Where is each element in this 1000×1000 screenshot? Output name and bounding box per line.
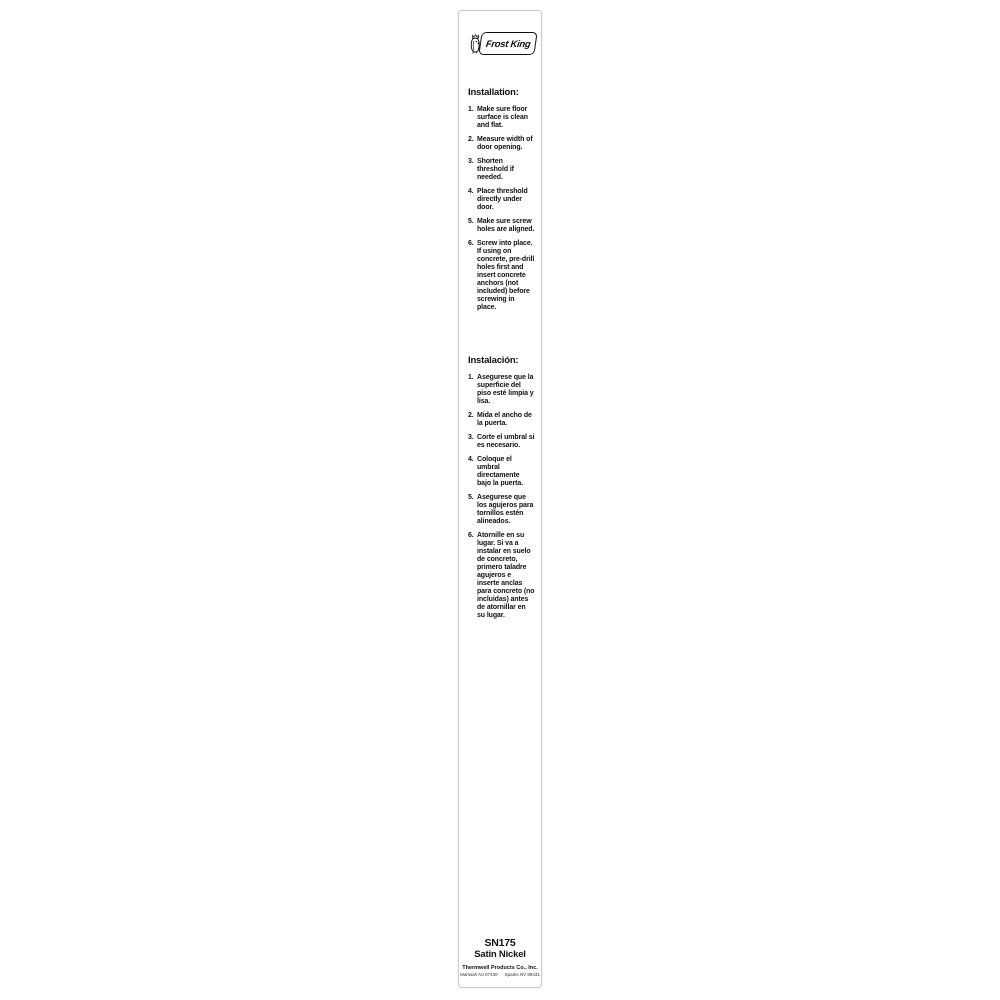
finish-name: Satin Nickel [474, 949, 526, 960]
instruction-item [468, 456, 535, 488]
instruction-item [468, 374, 535, 406]
frost-king-mascot-icon [468, 32, 483, 56]
company-addresses [459, 972, 541, 978]
instruction-item [468, 532, 535, 620]
section-heading-instalacion: Instalación: [468, 355, 519, 366]
item-text: Make sure floor surface is clean and flat. [477, 106, 528, 129]
instruction-item [468, 188, 535, 212]
instruction-item [468, 158, 535, 182]
section-heading-installation: Installation: [468, 87, 519, 98]
brand-name: Frost King [484, 39, 531, 50]
item-number: 3. [468, 158, 474, 165]
item-number: 4. [468, 456, 474, 463]
item-text: Mida el ancho de la puerta. [477, 412, 532, 427]
item-text: Shorten threshold if needed. [477, 158, 514, 181]
address-sparks: Sparks NV 89431 [504, 972, 540, 977]
item-number: 4. [468, 188, 474, 195]
item-text: Asegurese que los agujeros para tornillos estén alineados. [477, 494, 534, 525]
item-number: 2. [468, 136, 474, 143]
item-number: 1. [468, 106, 474, 113]
item-number: 5. [468, 218, 474, 225]
instruction-item [468, 434, 535, 450]
item-text: Place threshold directly under door. [477, 188, 528, 211]
instruction-item [468, 494, 535, 526]
item-text: Screw into place. If using on concrete, pre-drill holes first and insert concrete anchors (not included) before screwing in place. [477, 240, 535, 311]
item-number: 6. [468, 240, 474, 247]
item-number: 5. [468, 494, 474, 501]
brand-logo [468, 11, 535, 56]
company-name: Thermwell Products Co., Inc. [462, 965, 538, 971]
item-text: Coloque el umbral directamente bajo la puerta. [477, 456, 523, 487]
label-footer [459, 937, 541, 978]
model-number: SN175 [484, 937, 516, 949]
item-number: 3. [468, 434, 474, 441]
item-number: 1. [468, 374, 474, 381]
item-text: Corte el umbral si es necesario. [477, 434, 535, 449]
instruction-list-es [468, 374, 535, 620]
item-text: Asegurese que la superficie del piso esté limpia y lisa. [477, 374, 534, 405]
instruction-item [468, 136, 535, 152]
item-number: 2. [468, 412, 474, 419]
instruction-item [468, 218, 535, 234]
item-text: Measure width of door opening. [477, 136, 533, 151]
instruction-item [468, 412, 535, 428]
instruction-list-en [468, 106, 535, 312]
item-number: 6. [468, 532, 474, 539]
instruction-item [468, 106, 535, 130]
label-content [459, 11, 541, 987]
instruction-item [468, 240, 535, 312]
address-mahwah: Mahwah NJ 07430 [460, 972, 498, 977]
item-text: Atornille en su lugar. Si va a instalar en suelo de concreto, primero taladre agujeros e inserte anclas para concreto (no incluidas) antes de atornillar en su lugar. [477, 532, 535, 619]
product-label [458, 10, 542, 988]
item-text: Make sure screw holes are aligned. [477, 218, 535, 233]
brand-logo-box [478, 32, 537, 55]
